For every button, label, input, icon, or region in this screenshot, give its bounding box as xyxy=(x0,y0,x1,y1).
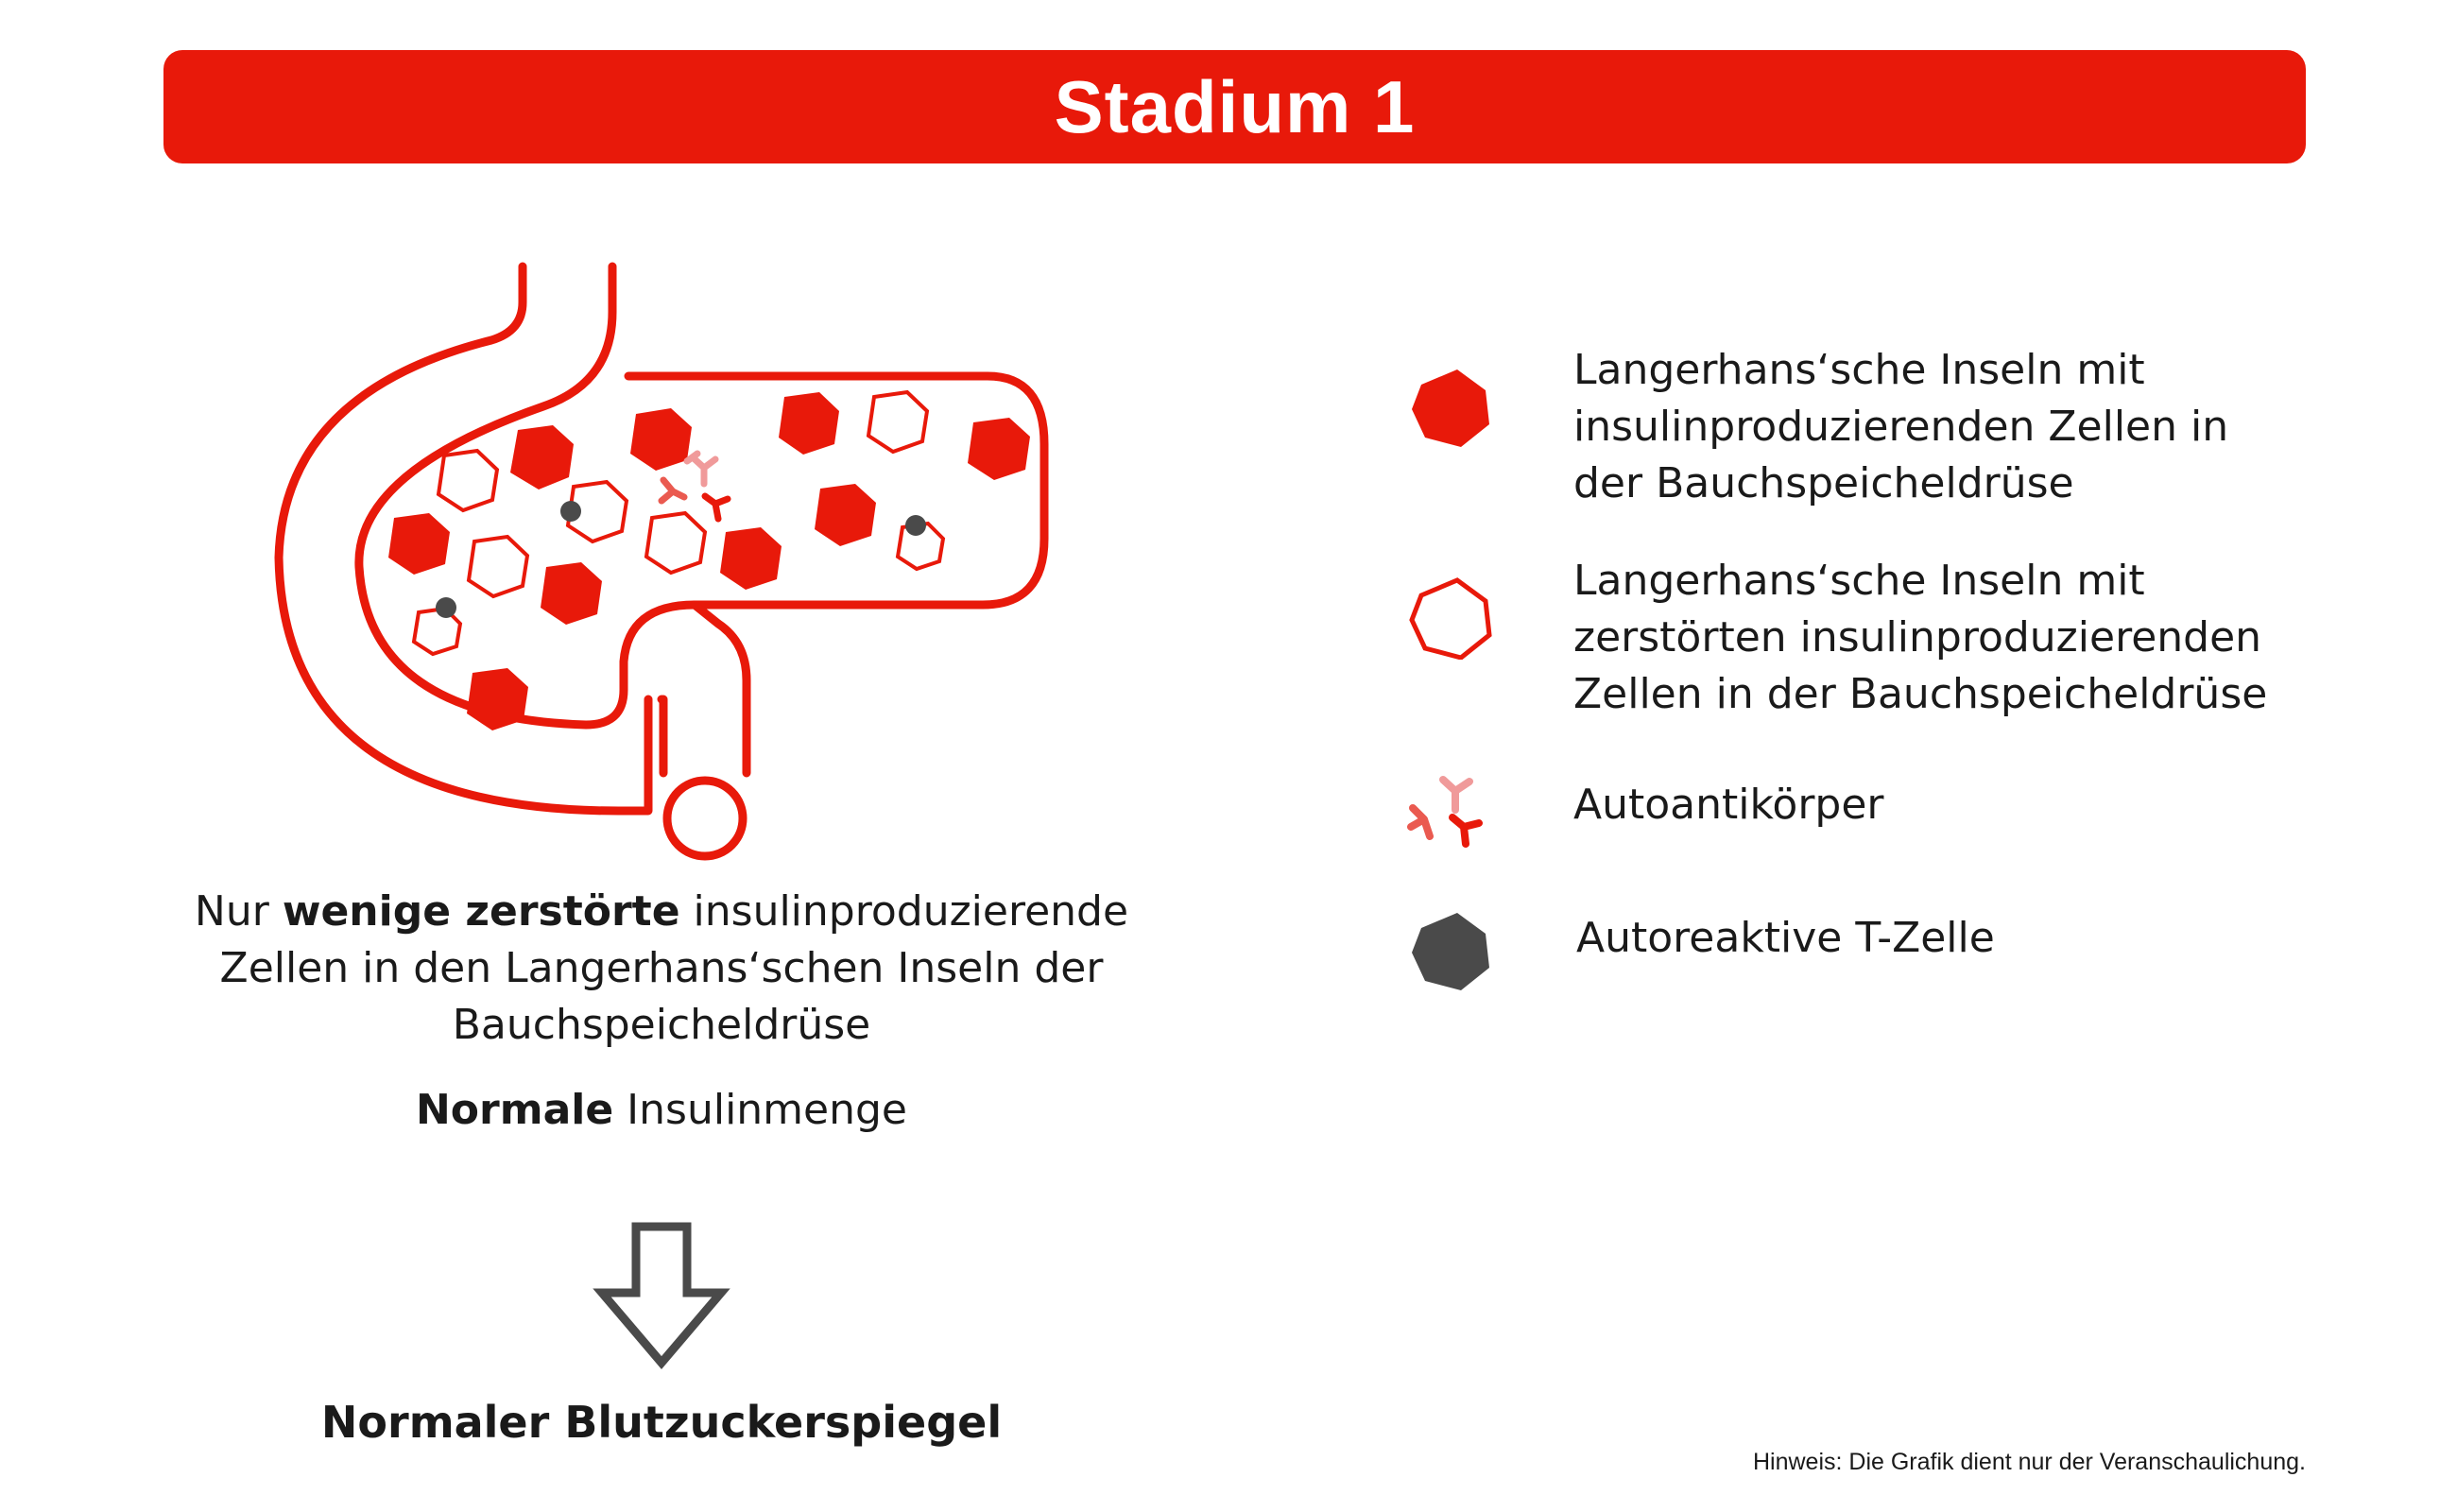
insulin-emphasis: Normale xyxy=(415,1086,614,1134)
filled-islet xyxy=(467,668,528,730)
legend-line: insulinproduzierenden Zellen in xyxy=(1573,403,2229,451)
filled-islet xyxy=(388,513,450,575)
outline-islet xyxy=(868,392,927,452)
description-text: Nur xyxy=(194,887,283,936)
filled-islet xyxy=(541,562,602,625)
filled-islet-icon xyxy=(1408,364,1493,449)
filled-islet xyxy=(510,425,574,490)
description-line: Zellen in den Langerhans‘schen Inseln der xyxy=(219,944,1104,992)
stage-description xyxy=(161,884,1162,1054)
stage-title: Stadium 1 xyxy=(1054,64,1416,148)
legend-line: zerstörten insulinproduzierenden xyxy=(1573,613,2262,662)
antibody xyxy=(687,454,715,484)
outline-islet xyxy=(646,513,705,573)
stage-banner xyxy=(163,50,2306,163)
t-cell xyxy=(436,597,456,618)
antibody xyxy=(662,480,684,501)
filled-islet xyxy=(720,527,782,590)
pancreas-tube-side-right xyxy=(695,605,747,773)
filled-islet xyxy=(815,484,876,546)
legend-line: Langerhans‘sche Inseln mit xyxy=(1573,557,2145,605)
description-emphasis: wenige zerstörte xyxy=(282,887,680,936)
legend-label-t-cell xyxy=(1576,910,2427,967)
insulin-text: Insulinmenge xyxy=(613,1086,908,1134)
filled-islet xyxy=(630,408,692,471)
insulin-amount xyxy=(161,1082,1162,1139)
legend-line: Autoreaktive T-Zelle xyxy=(1576,914,1995,962)
filled-islet xyxy=(779,392,839,455)
legend-line: der Bauchspeicheldrüse xyxy=(1573,459,2074,507)
legend-label-filled-islet xyxy=(1573,342,2424,512)
description-line: Bauchspeicheldrüse xyxy=(452,1001,871,1049)
legend-line: Zellen in der Bauchspeicheldrüse xyxy=(1573,670,2268,718)
outline-islet-icon xyxy=(1408,575,1493,660)
t-cell xyxy=(560,501,581,522)
legend-line: Langerhans‘sche Inseln mit xyxy=(1573,346,2145,394)
pancreas-tube-end xyxy=(667,781,743,856)
legend-label-antibody xyxy=(1573,777,2424,833)
legend-line: Autoantikörper xyxy=(1573,781,1884,829)
outline-islet xyxy=(438,451,497,510)
result-text: Normaler Blutzuckerspiegel xyxy=(320,1397,1003,1448)
description-text: insulinproduzierende xyxy=(679,887,1129,936)
antibody xyxy=(705,496,728,519)
legend-label-outline-islet xyxy=(1573,553,2424,723)
down-arrow-icon xyxy=(591,1219,732,1380)
antibody-icon xyxy=(1403,770,1498,850)
outline-islet xyxy=(469,537,527,596)
t-cell-icon xyxy=(1408,907,1493,992)
pancreas-illustration xyxy=(255,246,1068,869)
disclaimer-note: Hinweis: Die Grafik dient nur der Veranschaulichung. xyxy=(1752,1449,2306,1475)
outline-islet xyxy=(414,609,460,654)
t-cell xyxy=(905,515,926,536)
filled-islet xyxy=(968,418,1030,480)
